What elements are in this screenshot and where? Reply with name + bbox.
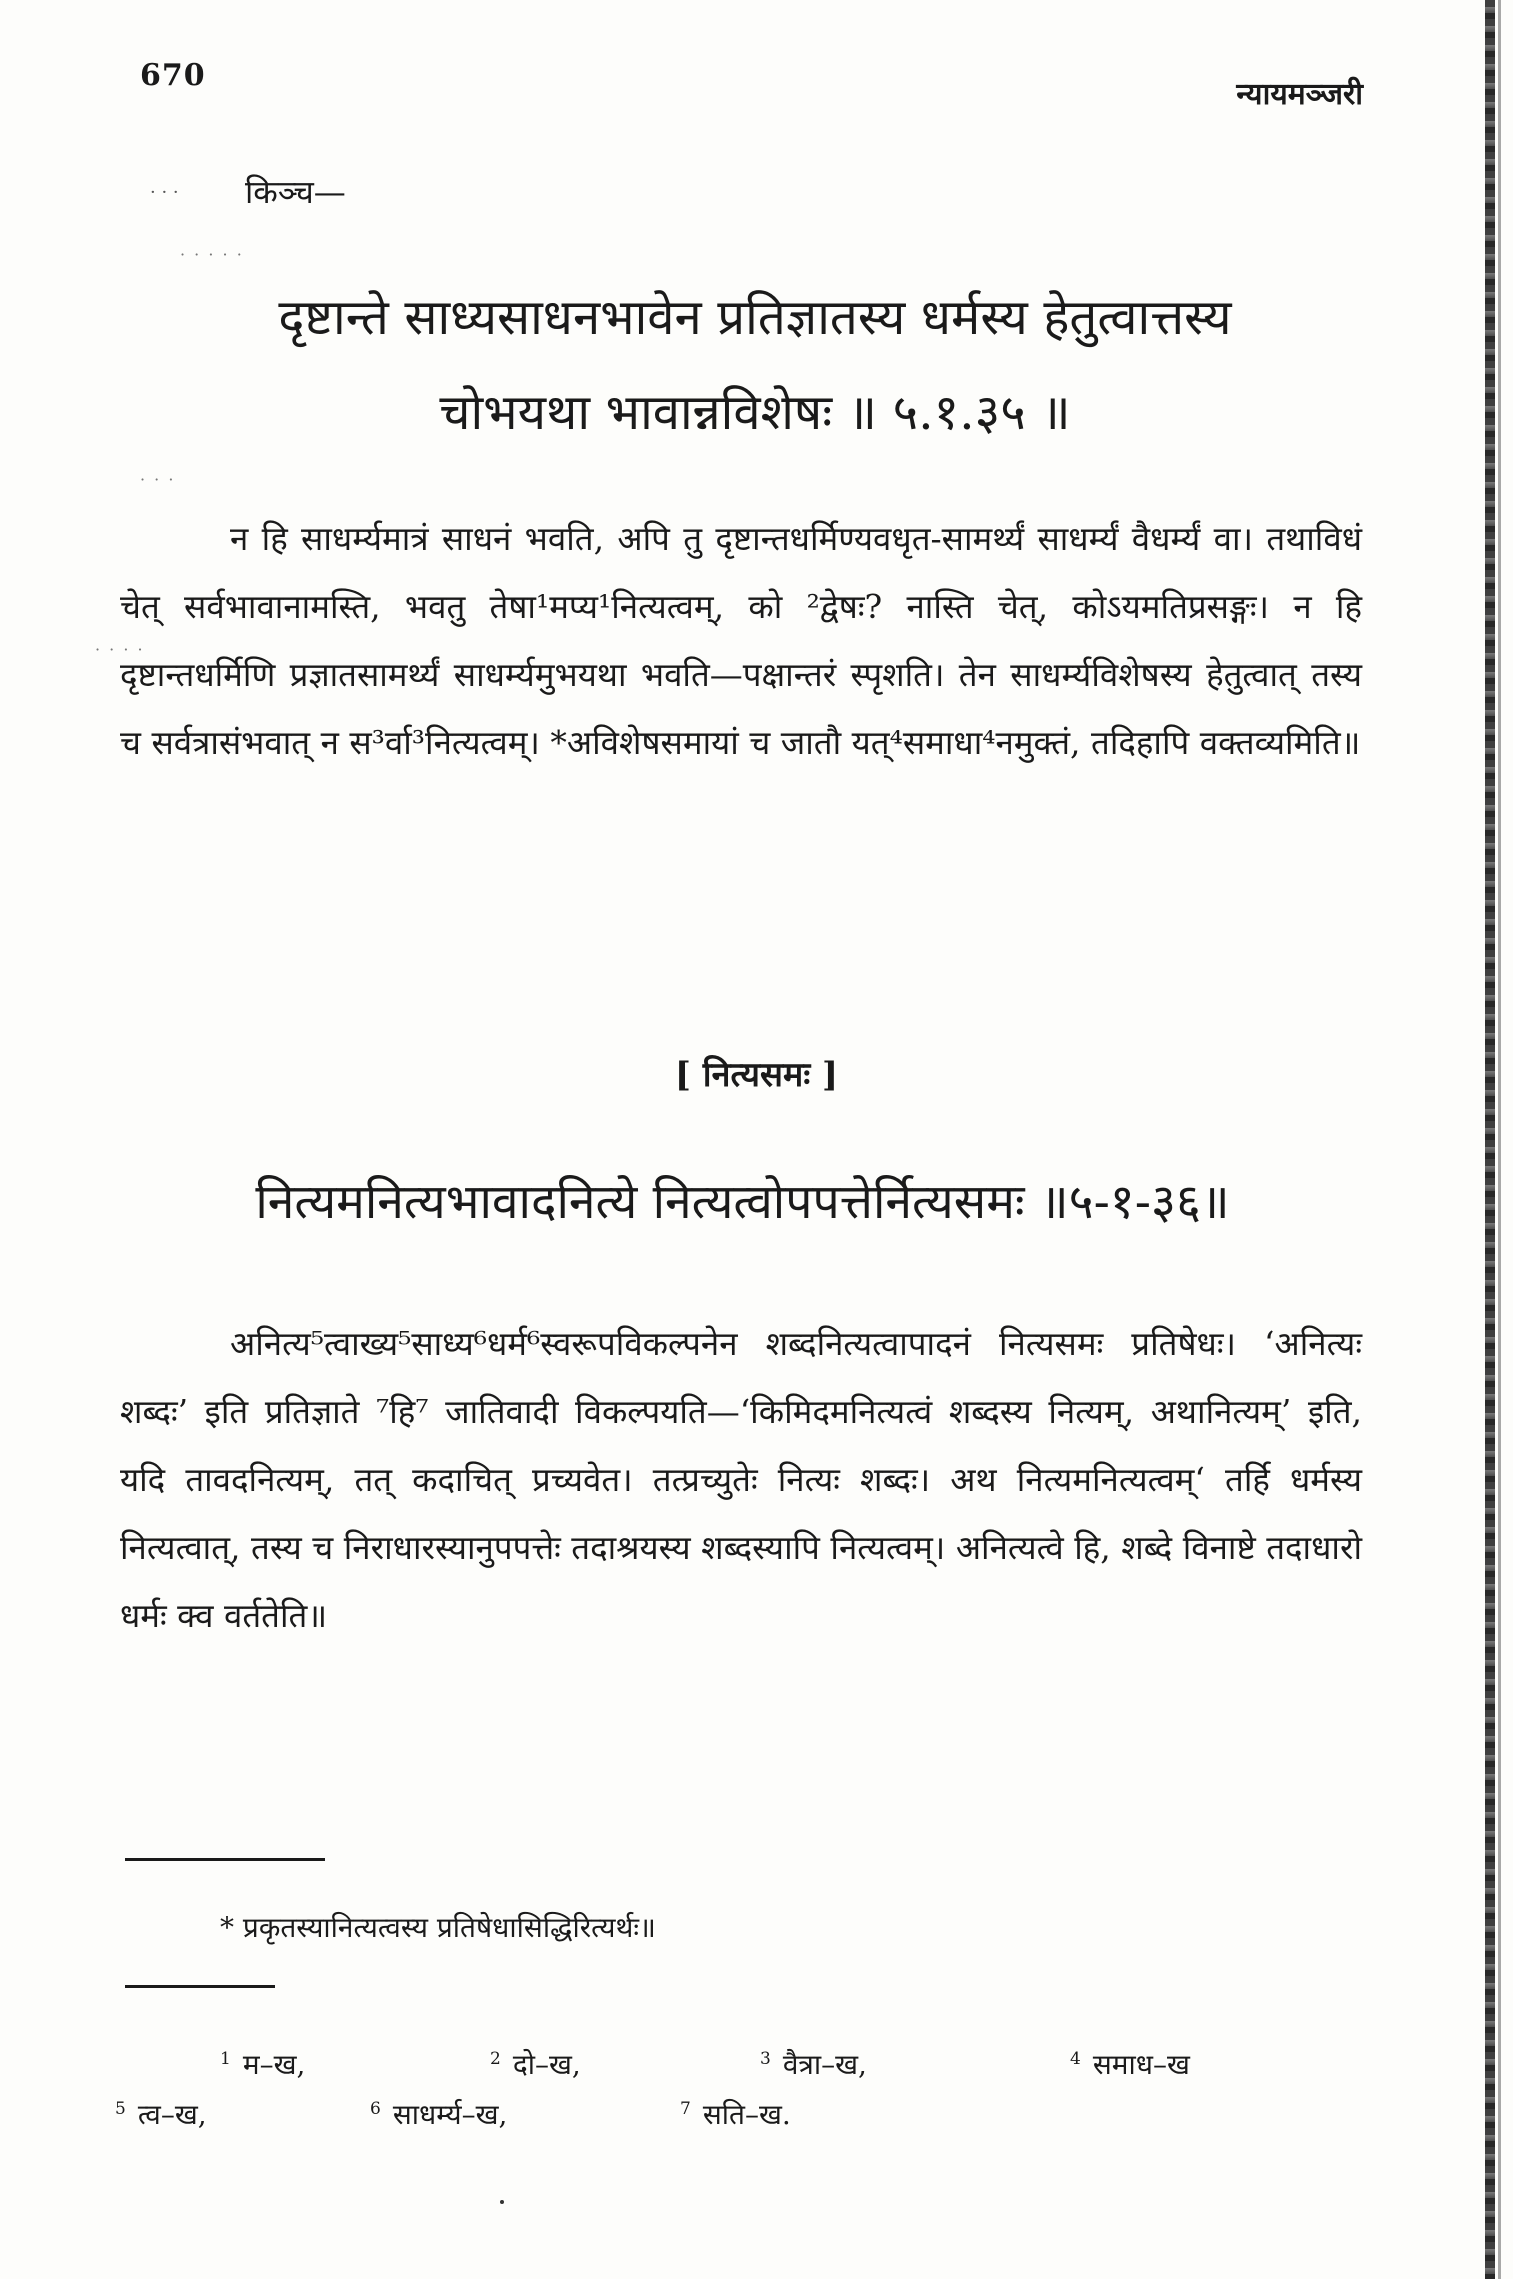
- footnote-star: * प्रकृतस्यानित्यत्वस्य प्रतिषेधासिद्धिरित्यर्थः॥: [220, 1911, 656, 1944]
- running-title: न्यायमञ्जरी: [1236, 77, 1363, 112]
- sutra-36: नित्यमनित्यभावादनित्ये नित्यत्वोपपत्तेर्नित्यसमः ॥५-१-३६॥: [255, 1174, 1230, 1230]
- footnote-divider: [125, 1858, 325, 1861]
- variant-reading: $^4$ समाध–ख: [1070, 2048, 1190, 2081]
- ink-dot: [500, 2200, 504, 2204]
- ink-speckle: · · ·: [150, 182, 179, 203]
- variant-reading: $^6$ साधर्म्य–ख,: [370, 2098, 508, 2131]
- commentary-36: [120, 1310, 1362, 1650]
- sutra-35-line-2: चोभयथा भावान्नविशेषः ॥ ५.१.३५ ॥: [439, 384, 1071, 441]
- commentary-35-paragraph: न हि साधर्म्यमात्रं साधनं भवति, अपि तु दृष्टान्तधर्मिण्यवधृत-सामर्थ्यं साधर्म्यं वैधर्म्यं वा। तथाविधं चेत् सर्वभावानामस्ति, भवतु तेषा¹मप्य¹नित्यत्वम्, को ²द्वेषः? नास्ति चेत्, कोऽयमतिप्रसङ्गः। न हि दृष्टान्तधर्मिणि प्रज्ञातसामर्थ्यं साधर्म्यमुभयथा भवति—पक्षान्तरं स्पृशति। तेन साधर्म्यविशेषस्य हेतुत्वात् तस्य च सर्वत्रासंभवात् न स³र्वा³नित्यत्वम्। *अविशेषसमायां च जातौ यत्⁴समाधा⁴नमुक्तं, तदिहापि वक्तव्यमिति॥: [120, 519, 1362, 762]
- variant-reading: $^5$ त्व–ख,: [115, 2098, 207, 2131]
- page-binding-edge: [1485, 0, 1495, 2279]
- ink-speckle: · · · · ·: [180, 245, 244, 264]
- section-title: [ नित्यसमः ]: [674, 1055, 839, 1095]
- ink-speckle: · · ·: [140, 470, 176, 489]
- page-binding-shadow: [1498, 0, 1501, 2279]
- commentary-36-paragraph: अनित्य⁵त्वाख्य⁵साध्य⁶धर्म⁶स्वरूपविकल्पनेन शब्दनित्यत्वापादनं नित्यसमः प्रतिषेधः। ‘अनित्यः शब्दः’ इति प्रतिज्ञाते ⁷हि⁷ जातिवादी विकल्पयति—‘किमिदमनित्यत्वं शब्दस्य नित्यम्, अथानित्यम्’ इति, यदि तावदनित्यम्, तत् कदाचित् प्रच्यवेत। तत्प्रच्युतेः नित्यः शब्दः। अथ नित्यमनित्यत्वम्‘ तर्हि धर्मस्य नित्यत्वात्, तस्य च निराधारस्यानुपपत्तेः तदाश्रयस्य शब्दस्यापि नित्यत्वम्। अनित्यत्वे हि, शब्दे विनाष्टे तदाधारो धर्मः क्व वर्ततेति॥: [120, 1324, 1362, 1635]
- variant-reading: $^1$ म–ख,: [220, 2048, 306, 2081]
- sutra-35-line-1: दृष्टान्ते साध्यसाधनभावेन प्रतिज्ञातस्य धर्मस्य हेतुत्वात्तस्य: [278, 289, 1232, 346]
- ink-speckle: · · · ·: [95, 640, 145, 659]
- commentary-35: [120, 505, 1362, 777]
- kinch-lead: किञ्च—: [245, 173, 346, 211]
- variant-reading: $^3$ वैत्रा–ख,: [760, 2048, 867, 2081]
- variant-reading: $^2$ दो–ख,: [490, 2048, 581, 2081]
- page-number: 670: [140, 58, 206, 93]
- variant-divider: [125, 1985, 275, 1988]
- variant-reading: $^7$ सति–ख.: [680, 2098, 791, 2131]
